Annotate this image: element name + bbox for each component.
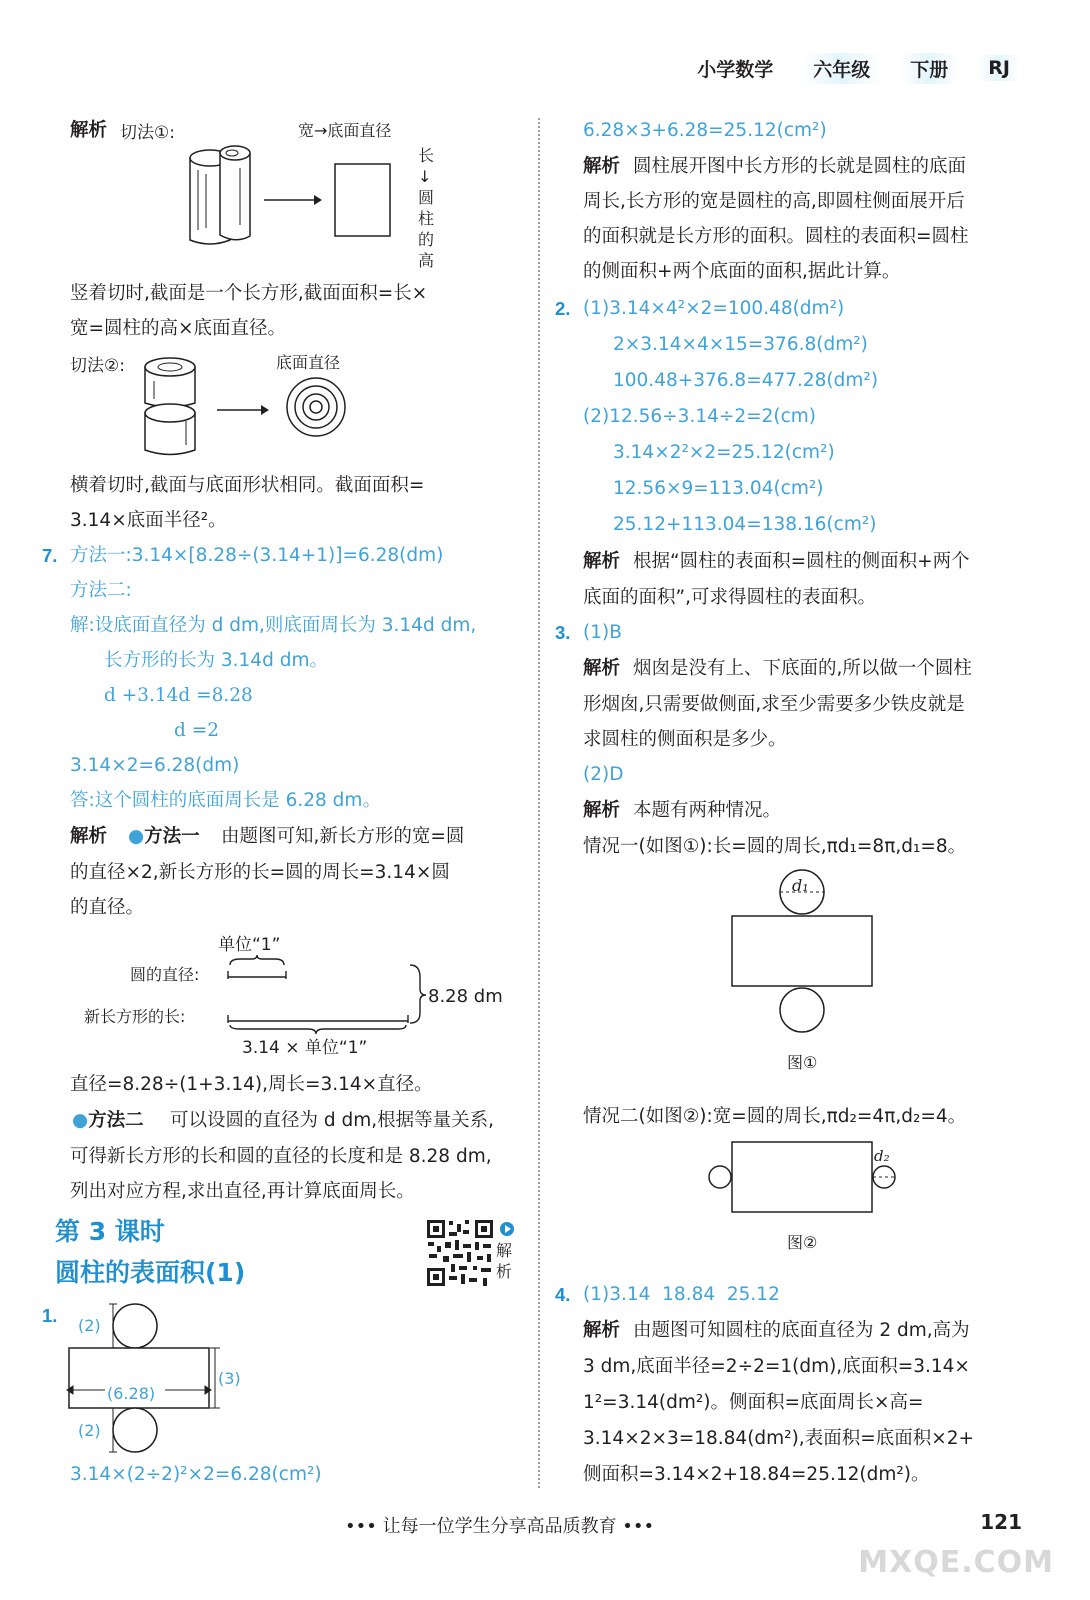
answer-equation: d +3.14d =8.28 [104, 685, 253, 706]
lesson-number: 第 3 课时 [55, 1217, 165, 1246]
base-diameter-label: 底面直径 [276, 353, 341, 372]
page-header [687, 54, 1020, 82]
analysis-label: 解析 [583, 1320, 621, 1341]
analysis-text-line: 直径=8.28÷(1+3.14),周长=3.14×直径。 [70, 1074, 433, 1095]
analysis-text-line: 周长,长方形的宽是圆柱的高,即圆柱侧面展开后 [583, 191, 965, 212]
net-label-top-diameter: (2) [78, 1316, 101, 1335]
answer-line: 长方形的长为 3.14d dm。 [104, 650, 328, 671]
question-number: 1. [42, 1305, 58, 1326]
answer-equation: d =2 [174, 720, 219, 741]
header-grade: 六年级 [803, 53, 880, 84]
analysis-text-line: 情况一(如图①):长=圆的周长,πd₁=8π,d₁=8。 [583, 836, 967, 857]
diameter-d2-label: d₂ [874, 1147, 890, 1165]
cut-method-1-label: 切法①: [120, 123, 175, 143]
unit-one-label: 单位“1” [218, 935, 281, 955]
diameter-d1-label: d₁ [792, 876, 809, 895]
analysis-text-line: 横着切时,截面与底面形状相同。截面面积= [70, 475, 425, 496]
analysis-text-line: 宽=圆柱的高×底面直径。 [70, 318, 287, 339]
analysis-text-line: 3.14×2×3=18.84(dm²),表面积=底面积×2+ [583, 1428, 974, 1449]
circular-cross-section [285, 376, 347, 438]
net-label-length: (6.28) [107, 1384, 156, 1403]
analysis-text-line: 可得新长方形的长和圆的直径的长度和是 8.28 dm, [70, 1146, 492, 1167]
answer-line: 答:这个圆柱的底面周长是 6.28 dm。 [70, 790, 381, 811]
page-number: 121 [980, 1510, 1022, 1534]
net-label-height: (3) [218, 1369, 241, 1388]
analysis-text-line: 竖着切时,截面是一个长方形,截面面积=长× [70, 283, 428, 304]
figure-one-caption: 图① [787, 1053, 818, 1072]
right-arrow-icon [215, 400, 270, 420]
answer-line: 方法一:3.14×[8.28÷(3.14+1)]=6.28(dm) [70, 545, 444, 566]
method-two-label: ●方法二 [72, 1110, 144, 1131]
right-arrow-icon [262, 190, 322, 210]
question-number: 3. [555, 622, 571, 643]
answer-line: (1)B [583, 622, 622, 643]
net-label-bottom-diameter: (2) [78, 1421, 101, 1440]
answer-line: 3.14×2²×2=25.12(cm²) [613, 442, 835, 463]
analysis-text-line: 3 dm,底面半径=2÷2=1(dm),底面积=3.14× [583, 1356, 970, 1377]
analysis-text-line: 形烟囱,只需要做侧面,求至少需要多少铁皮就是 [583, 694, 965, 715]
answer-line: (2)12.56÷3.14÷2=2(cm) [583, 406, 817, 427]
analysis-text-line: 列出对应方程,求出直径,再计算底面周长。 [70, 1181, 415, 1202]
question-number: 4. [555, 1284, 571, 1305]
analysis-text-line: 根据“圆柱的表面积=圆柱的侧面积+两个 [633, 551, 970, 572]
question-number: 2. [555, 298, 571, 319]
qr-label: 解析 [496, 1241, 513, 1281]
question-number: 7. [42, 545, 58, 566]
answer-line: 3.14×2=6.28(dm) [70, 755, 240, 776]
analysis-label: 解析 [583, 156, 621, 177]
header-edition: RJ [978, 55, 1020, 81]
cross-section-rectangle [334, 163, 392, 238]
analysis-label: 解析 [583, 658, 621, 679]
circle-diameter-label: 圆的直径: [130, 965, 200, 984]
analysis-text-line: 可以设圆的直径为 d dm,根据等量关系, [170, 1110, 495, 1131]
total-length-label: 8.28 dm [428, 986, 503, 1007]
header-subject: 小学数学 [697, 58, 774, 81]
analysis-text-line: 求圆柱的侧面积是多少。 [583, 729, 787, 750]
analysis-text-line: 1²=3.14(dm²)。侧面积=底面周长×高= [583, 1392, 924, 1413]
analysis-label: 解析 [583, 551, 621, 572]
analysis-text-line: 本题有两种情况。 [633, 800, 782, 821]
analysis-text-line: 的直径。 [70, 897, 145, 918]
analysis-text-line: 的直径×2,新长方形的长=圆的周长=3.14×圆 [70, 862, 450, 883]
analysis-text-line: 侧面积=3.14×2+18.84=25.12(dm²)。 [583, 1464, 930, 1485]
analysis-label: 解析 [70, 826, 108, 847]
watermark: MXQE.COM [858, 1545, 1054, 1580]
analysis-text-line: 的面积就是长方形的面积。圆柱的表面积=圆柱 [583, 226, 969, 247]
width-diameter-label: 宽→底面直径 [298, 121, 392, 140]
answer-line: 解:设底面直径为 d dm,则底面周长为 3.14d dm, [70, 615, 477, 636]
answer-line: (1)3.14 18.84 25.12 [583, 1284, 780, 1305]
qr-code-icon[interactable] [425, 1218, 495, 1288]
analysis-text-line: 由题图可知圆柱的底面直径为 2 dm,高为 [633, 1320, 970, 1341]
method-one-label: ●方法一 [128, 826, 200, 847]
analysis-label: 解析 [70, 120, 108, 141]
analysis-text-line: 烟囱是没有上、下底面的,所以做一个圆柱 [633, 658, 972, 679]
analysis-text-line: 3.14×底面半径²。 [70, 510, 227, 531]
answer-line: 12.56×9=113.04(cm²) [613, 478, 824, 499]
header-volume: 下册 [900, 53, 958, 84]
cut-method-2-label: 切法②: [70, 356, 125, 376]
footer-slogan: ••• 让每一位学生分享高品质教育 ••• [345, 1516, 655, 1537]
answer-line: 6.28×3+6.28=25.12(cm²) [583, 120, 827, 141]
analysis-label: 解析 [583, 800, 621, 821]
answer-line: (2)D [583, 764, 624, 785]
bottom-brace-label: 3.14 × 单位“1” [242, 1038, 368, 1058]
figure-two-caption: 图② [787, 1233, 818, 1252]
column-divider [538, 118, 540, 1488]
answer-line: 3.14×(2÷2)²×2=6.28(cm²) [70, 1464, 322, 1485]
line-segment-diagram [220, 955, 435, 1035]
analysis-text-line: 圆柱展开图中长方形的长就是圆柱的底面 [633, 156, 967, 177]
answer-line: 100.48+376.8=477.28(dm²) [613, 370, 879, 391]
answer-line: 2×3.14×4×15=376.8(dm²) [613, 334, 868, 355]
lesson-title: 圆柱的表面积(1) [55, 1258, 246, 1287]
length-height-label: 长↓圆柱的高 [418, 146, 435, 270]
horizontal-cut-log-figure [140, 355, 205, 460]
analysis-text-line: 底面的面积”,可求得圆柱的表面积。 [583, 587, 876, 608]
answer-line: (1)3.14×4²×2=100.48(dm²) [583, 298, 845, 319]
answer-line: 方法二: [70, 580, 132, 601]
qr-play-icon [500, 1222, 514, 1236]
analysis-text-line: 的侧面积+两个底面的面积,据此计算。 [583, 261, 901, 282]
case-two-net-figure [706, 1140, 901, 1215]
analysis-text-line: 由题图可知,新长方形的宽=圆 [221, 826, 465, 847]
answer-line: 25.12+113.04=138.16(cm²) [613, 514, 877, 535]
new-rect-length-label: 新长方形的长: [84, 1007, 186, 1026]
analysis-text-line: 情况二(如图②):宽=圆的周长,πd₂=4π,d₂=4。 [583, 1106, 967, 1127]
